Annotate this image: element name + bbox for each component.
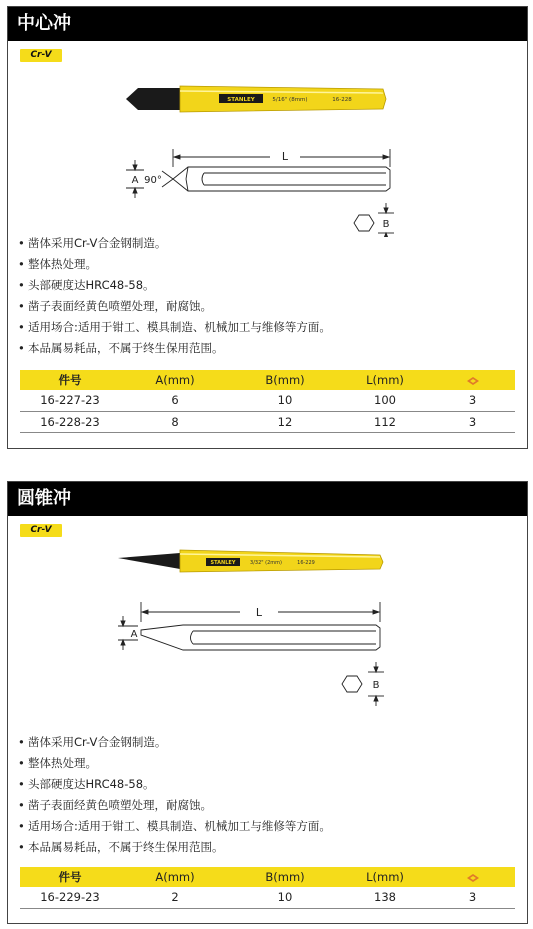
list-item: • 本品属易耗品，不属于终生保用范围。 <box>18 840 224 854</box>
list-item: • 本品属易耗品，不属于终生保用范围。 <box>18 341 224 355</box>
list-item: • 凿体采用Cr-V合金钢制造。 <box>18 735 167 749</box>
product-card-center-punch <box>7 6 528 449</box>
tool-photo <box>118 550 383 572</box>
section-title: 圆锥冲 <box>8 482 527 516</box>
dim-l-label: L <box>281 150 289 163</box>
center-punch-illustration <box>8 67 529 237</box>
list-item: • 整体热处理。 <box>18 756 97 770</box>
table-header-row <box>20 370 515 390</box>
tag-icon <box>466 376 480 386</box>
angle-label: 90° <box>144 175 162 186</box>
list-item: • 凿体采用Cr-V合金钢制造。 <box>18 236 167 250</box>
tool-photo <box>126 86 386 112</box>
svg-text:16-228: 16-228 <box>332 97 352 103</box>
svg-text:5/16" (8mm): 5/16" (8mm) <box>272 97 308 103</box>
dim-b-label: B <box>382 219 390 230</box>
material-badge: Cr-V <box>20 524 62 537</box>
svg-text:16-229: 16-229 <box>297 560 315 566</box>
col-header-pack <box>430 867 515 887</box>
spec-table <box>20 370 515 433</box>
taper-punch-illustration <box>8 542 529 712</box>
table-row: 16-227-23 6 10 100 3 <box>20 390 515 411</box>
col-header-pack <box>430 370 515 390</box>
table-row: 16-228-23 8 12 112 3 <box>20 411 515 432</box>
col-header-part-no: 件号 <box>20 867 120 887</box>
col-header-b: B(mm) <box>230 867 340 887</box>
dim-a-label: A <box>131 175 139 186</box>
col-header-l: L(mm) <box>340 867 430 887</box>
svg-text:STANLEY: STANLEY <box>227 97 255 103</box>
list-item: • 适用场合:适用于钳工、模具制造、机械加工与维修等方面。 <box>18 320 331 334</box>
list-item: • 头部硬度达HRC48-58。 <box>18 278 155 292</box>
dim-l-label: L <box>255 606 263 619</box>
list-item: • 头部硬度达HRC48-58。 <box>18 777 155 791</box>
col-header-a: A(mm) <box>120 370 230 390</box>
material-badge: Cr-V <box>20 49 62 62</box>
svg-text:3/32" (2mm): 3/32" (2mm) <box>250 560 282 566</box>
dimension-drawing <box>118 602 384 706</box>
table-header-row <box>20 867 515 887</box>
spec-table <box>20 867 515 909</box>
col-header-a: A(mm) <box>120 867 230 887</box>
dim-b-label: B <box>372 680 380 691</box>
dim-a-label: A <box>130 629 138 640</box>
col-header-part-no: 件号 <box>20 370 120 390</box>
col-header-l: L(mm) <box>340 370 430 390</box>
list-item: • 凿子表面经黄色喷塑处理，耐腐蚀。 <box>18 299 212 313</box>
col-header-b: B(mm) <box>230 370 340 390</box>
feature-list <box>18 233 331 359</box>
tag-icon <box>466 873 480 883</box>
list-item: • 适用场合:适用于钳工、模具制造、机械加工与维修等方面。 <box>18 819 331 833</box>
table-row: 16-229-23 2 10 138 3 <box>20 887 515 908</box>
feature-list <box>18 732 331 858</box>
list-item: • 凿子表面经黄色喷塑处理，耐腐蚀。 <box>18 798 212 812</box>
dimension-drawing <box>126 149 394 237</box>
svg-text:STANLEY: STANLEY <box>210 560 236 566</box>
list-item: • 整体热处理。 <box>18 257 97 271</box>
section-title: 中心冲 <box>8 7 527 41</box>
product-card-taper-punch <box>7 481 528 924</box>
